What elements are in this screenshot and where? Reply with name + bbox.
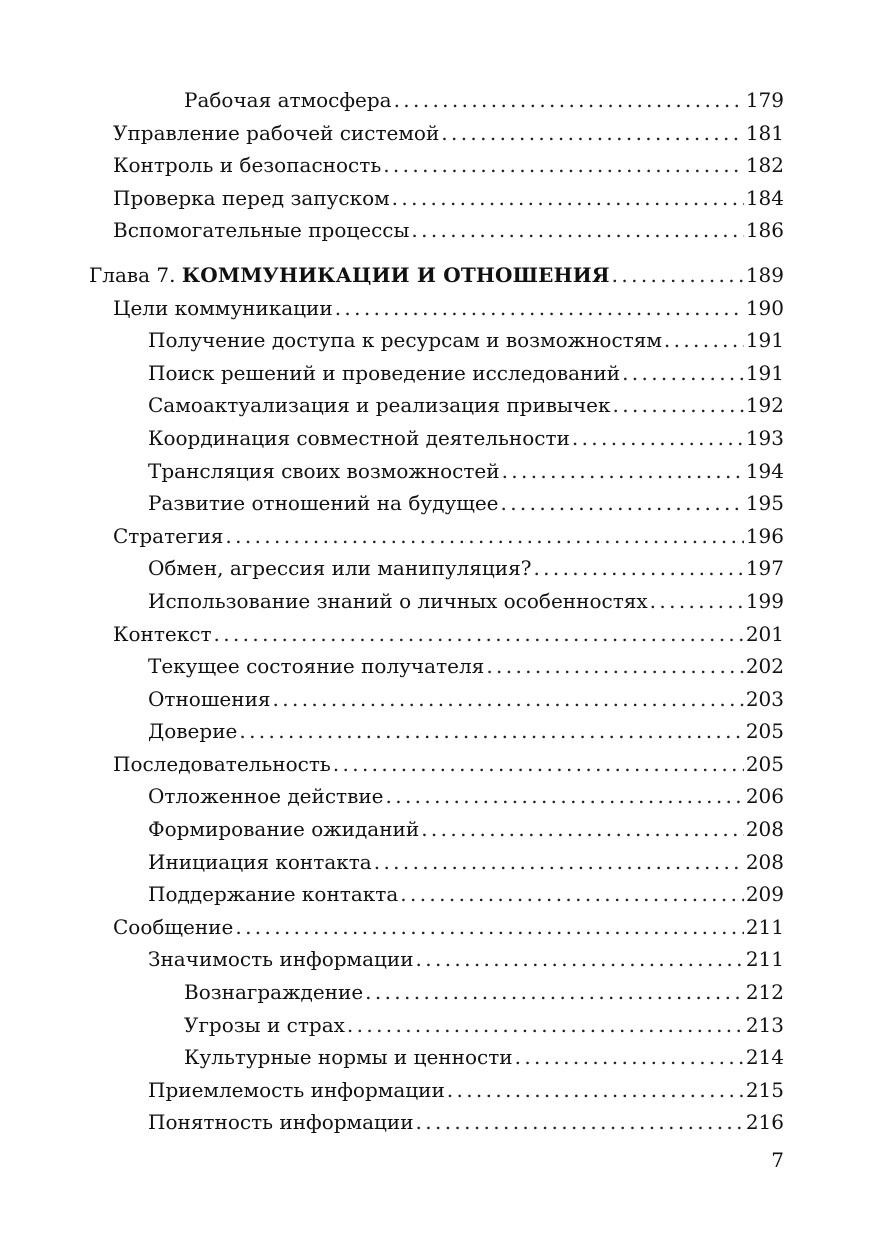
- dot-leader: [441, 117, 744, 150]
- toc-entry: [0, 618, 875, 651]
- toc-entry: [0, 389, 875, 422]
- toc-entry: [0, 748, 875, 781]
- toc-entry-title: Стратегия: [113, 523, 224, 548]
- toc-entry: [0, 650, 875, 683]
- dot-leader: [416, 943, 744, 976]
- toc-entry: [0, 911, 875, 944]
- toc-entry: [0, 487, 875, 520]
- toc-entry-title: Приемлемость информации: [148, 1077, 445, 1102]
- toc-entry: [0, 182, 875, 215]
- toc-entry-page: 208: [745, 849, 784, 874]
- toc-entry-title: Формирование ожиданий: [148, 817, 420, 842]
- dot-leader: [650, 585, 744, 618]
- toc-entry: [0, 117, 875, 150]
- toc-entry-page: 190: [745, 295, 784, 320]
- toc-entry-page: 181: [745, 120, 784, 145]
- toc-entry: [0, 552, 875, 585]
- chapter-name: КОММУНИКАЦИИ И ОТНОШЕНИЯ: [181, 262, 610, 287]
- dot-leader: [392, 182, 744, 215]
- toc-entry-title: Трансляция своих возможностей: [148, 458, 500, 483]
- toc-entry-title: Поддержание контакта: [148, 882, 399, 907]
- toc-entry: [0, 943, 875, 976]
- toc-entry-page: 186: [745, 218, 784, 243]
- toc-entry: [0, 846, 875, 879]
- dot-leader: [612, 259, 744, 292]
- dot-leader: [335, 292, 744, 325]
- toc-entry-page: 202: [745, 654, 784, 679]
- toc-entry-title: Получение доступа к ресурсам и возможностям: [148, 328, 662, 353]
- toc-entry: [0, 214, 875, 247]
- toc-entry-page: 216: [745, 1110, 784, 1135]
- toc-entry-title: Угрозы и страх: [184, 1012, 345, 1037]
- toc-entry-title: Отложенное действие: [148, 784, 384, 809]
- toc-entry-page: 213: [745, 1012, 784, 1037]
- toc-entry: [0, 149, 875, 182]
- toc-entry: [0, 84, 875, 117]
- toc-entry-page: 203: [745, 686, 784, 711]
- toc-entry: [0, 1009, 875, 1042]
- table-of-contents: [0, 84, 875, 1139]
- toc-entry: [0, 357, 875, 390]
- toc-entry-page: 208: [745, 817, 784, 842]
- dot-leader: [365, 976, 744, 1009]
- toc-entry-title: Использование знаний о личных особенностях: [148, 588, 648, 613]
- chapter-prefix: Глава 7.: [89, 262, 182, 287]
- dot-leader: [622, 357, 744, 390]
- page-number: 7: [771, 1148, 784, 1172]
- toc-chapter-entry: [0, 259, 875, 292]
- toc-entry: [0, 422, 875, 455]
- toc-entry-page: 179: [745, 88, 784, 112]
- dot-leader: [400, 878, 744, 911]
- toc-entry: [0, 1041, 875, 1074]
- dot-leader: [383, 149, 744, 182]
- toc-entry-page: 206: [745, 784, 784, 809]
- dot-leader: [225, 520, 743, 553]
- dot-leader: [273, 683, 744, 716]
- toc-entry-title: Текущее состояние получателя: [148, 654, 485, 679]
- toc-entry-page: 189: [745, 262, 784, 287]
- toc-entry-title: Вознаграждение: [184, 980, 364, 1005]
- toc-entry: [0, 683, 875, 716]
- dot-leader: [235, 911, 743, 944]
- dot-leader: [572, 422, 744, 455]
- dot-leader: [501, 487, 744, 520]
- toc-entry-page: 197: [745, 556, 784, 581]
- dot-leader: [421, 813, 744, 846]
- dot-leader: [533, 552, 743, 585]
- toc-entry: [0, 520, 875, 553]
- dot-leader: [664, 324, 744, 357]
- toc-entry-title: Проверка перед запуском: [113, 185, 390, 210]
- toc-entry-title: Поиск решений и проведение исследований: [148, 360, 621, 385]
- toc-entry-title: Координация совместной деятельности: [148, 425, 570, 450]
- toc-entry-title: Последовательность: [113, 751, 331, 776]
- dot-leader: [502, 455, 744, 488]
- toc-entry-title: Контекст: [113, 621, 212, 646]
- toc-entry-page: 212: [745, 980, 784, 1005]
- dot-leader: [239, 715, 743, 748]
- toc-entry-page: 205: [745, 751, 784, 776]
- toc-entry-page: 191: [745, 360, 784, 385]
- toc-entry: [0, 455, 875, 488]
- dot-leader: [386, 780, 744, 813]
- dot-leader: [411, 214, 743, 247]
- toc-entry: [0, 1106, 875, 1139]
- toc-entry-page: 205: [745, 719, 784, 744]
- toc-entry: [0, 878, 875, 911]
- dot-leader: [515, 1041, 744, 1074]
- dot-leader: [347, 1009, 744, 1042]
- toc-entry-title: Отношения: [148, 686, 271, 711]
- toc-entry-title: Цели коммуникации: [113, 295, 333, 320]
- toc-entry: [0, 585, 875, 618]
- dot-leader: [333, 748, 744, 781]
- toc-entry: [0, 292, 875, 325]
- toc-entry-title: Понятность информации: [148, 1110, 414, 1135]
- toc-entry: [0, 1074, 875, 1107]
- toc-entry-title: Вспомогательные процессы: [113, 218, 410, 243]
- toc-entry: [0, 324, 875, 357]
- toc-entry-page: 214: [745, 1045, 784, 1070]
- toc-entry-title: Управление рабочей системой: [113, 120, 440, 145]
- toc-entry-page: 211: [745, 947, 784, 972]
- toc-entry-page: 196: [745, 523, 784, 548]
- dot-leader: [613, 389, 744, 422]
- toc-entry-title: Доверие: [148, 719, 238, 744]
- toc-entry-title: Самоактуализация и реализация привычек: [148, 393, 611, 418]
- dot-leader: [374, 846, 744, 879]
- toc-entry-page: 193: [745, 425, 784, 450]
- toc-entry-title: [89, 259, 610, 292]
- toc-entry: [0, 813, 875, 846]
- toc-entry: [0, 780, 875, 813]
- toc-entry-page: 191: [745, 328, 784, 353]
- toc-entry-title: Значимость информации: [148, 947, 414, 972]
- toc-entry-page: 182: [745, 153, 784, 178]
- dot-leader: [486, 650, 744, 683]
- toc-entry-page: 194: [745, 458, 784, 483]
- toc-entry: [0, 715, 875, 748]
- toc-entry: [0, 976, 875, 1009]
- toc-entry-page: 209: [745, 882, 784, 907]
- toc-entry-page: 211: [745, 914, 784, 939]
- toc-entry-title: Контроль и безопасность: [113, 153, 382, 178]
- toc-entry-title: Сообщение: [113, 914, 234, 939]
- toc-entry-page: 201: [745, 621, 784, 646]
- toc-entry-page: 195: [745, 491, 784, 516]
- dot-leader: [214, 618, 744, 651]
- dot-leader: [447, 1074, 744, 1107]
- toc-entry-title: Рабочая атмосфера: [184, 88, 392, 112]
- toc-entry-title: Развитие отношений на будущее: [148, 491, 499, 516]
- toc-entry-page: 215: [745, 1077, 784, 1102]
- toc-entry-page: 192: [745, 393, 784, 418]
- dot-leader: [394, 84, 744, 117]
- toc-entry-page: 184: [745, 185, 784, 210]
- dot-leader: [416, 1106, 744, 1139]
- toc-entry-page: 199: [745, 588, 784, 613]
- toc-entry-title: Культурные нормы и ценности: [184, 1045, 513, 1070]
- toc-entry-title: Инициация контакта: [148, 849, 372, 874]
- toc-entry-title: Обмен, агрессия или манипуляция?: [148, 556, 532, 581]
